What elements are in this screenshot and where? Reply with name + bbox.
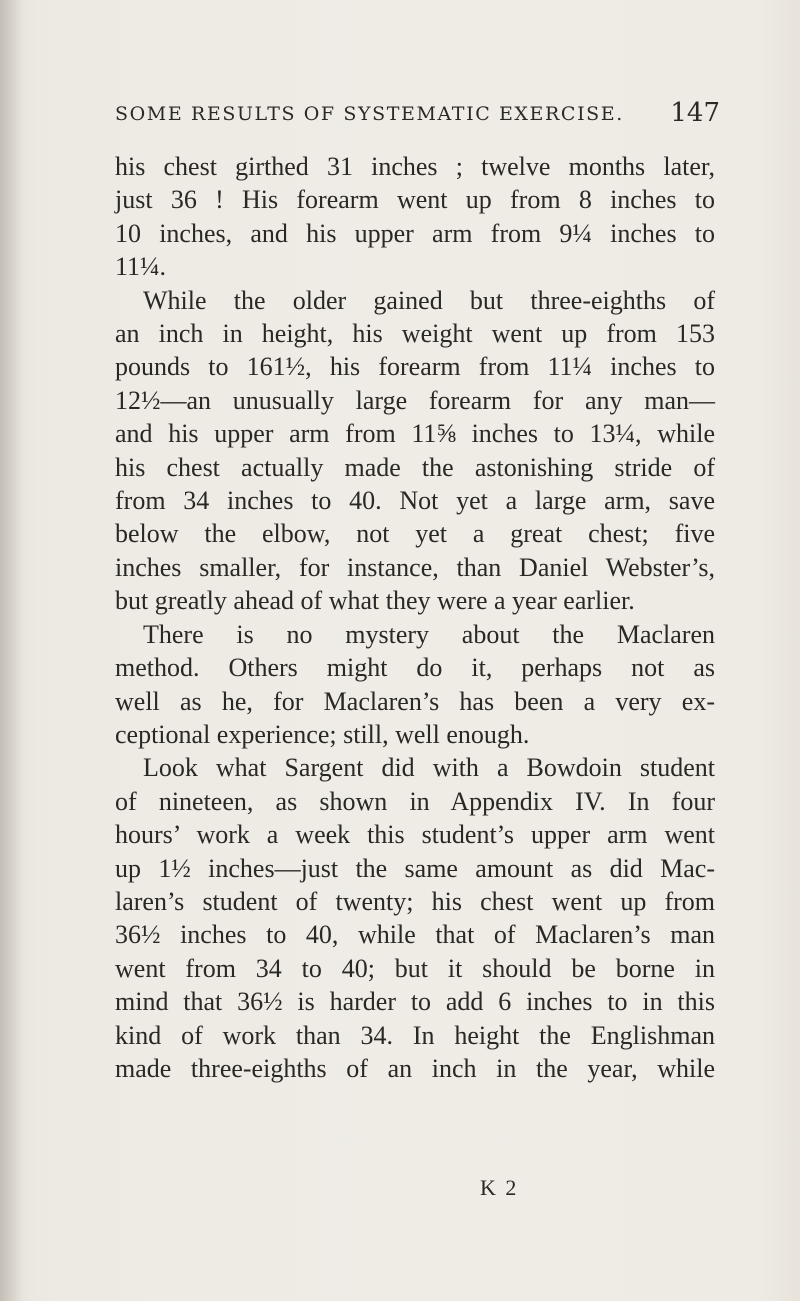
text-line: went from 34 to 40; but it should be borne in bbox=[115, 953, 715, 983]
text-line: but greatly ahead of what they were a year earlier. bbox=[115, 586, 635, 616]
text-line: below the elbow, not yet a great chest; five bbox=[115, 519, 715, 549]
text-line: his chest actually made the astonishing stride of bbox=[115, 452, 715, 482]
text-line: There is no mystery about the Maclaren bbox=[143, 619, 715, 649]
text-line: an inch in height, his weight went up from 153 bbox=[115, 319, 715, 349]
signature-mark: K 2 bbox=[480, 1175, 519, 1200]
text-line: While the older gained but three-eighths of bbox=[143, 285, 715, 315]
text-line: and his upper arm from 11⅝ inches to 13¼, while bbox=[115, 419, 715, 449]
text-line: Look what Sargent did with a Bowdoin student bbox=[143, 753, 715, 783]
text-line: 11¼. bbox=[115, 252, 167, 282]
text-line: 12½—an unusually large forearm for any man— bbox=[115, 385, 715, 415]
text-line: ceptional experience; still, well enough. bbox=[115, 719, 530, 749]
text-line: inches smaller, for instance, than Daniel Webster’s, bbox=[115, 552, 715, 582]
text-line: up 1½ inches—just the same amount as did Mac- bbox=[115, 853, 715, 883]
text-line: well as he, for Maclaren’s has been a very ex- bbox=[115, 686, 715, 716]
running-title: SOME RESULTS OF SYSTEMATIC EXERCISE. bbox=[115, 103, 624, 125]
text-line: 10 inches, and his upper arm from 9¼ inches to bbox=[115, 218, 715, 248]
text-line: made three-eighths of an inch in the year, while bbox=[115, 1053, 715, 1083]
text-line: from 34 inches to 40. Not yet a large arm, save bbox=[115, 486, 715, 516]
text-line: method. Others might do it, perhaps not as bbox=[115, 653, 715, 683]
text-line: just 36 ! His forearm went up from 8 inches to bbox=[115, 185, 715, 215]
text-line: laren’s student of twenty; his chest went up from bbox=[115, 886, 715, 916]
text-line: hours’ work a week this student’s upper arm went bbox=[115, 820, 715, 850]
gutter-shadow bbox=[0, 0, 22, 1301]
body-text bbox=[115, 150, 715, 1085]
text-line: kind of work than 34. In height the Englishman bbox=[115, 1020, 715, 1050]
text-line: of nineteen, as shown in Appendix IV. In four bbox=[115, 786, 715, 816]
text-line: mind that 36½ is harder to add 6 inches to in this bbox=[115, 987, 715, 1017]
text-line: his chest girthed 31 inches ; twelve months later, bbox=[115, 152, 715, 181]
text-line: pounds to 161½, his forearm from 11¼ inches to bbox=[115, 352, 715, 382]
page-number: 147 bbox=[670, 98, 720, 128]
running-head bbox=[115, 98, 720, 128]
text-line: 36½ inches to 40, while that of Maclaren’s man bbox=[115, 920, 715, 950]
